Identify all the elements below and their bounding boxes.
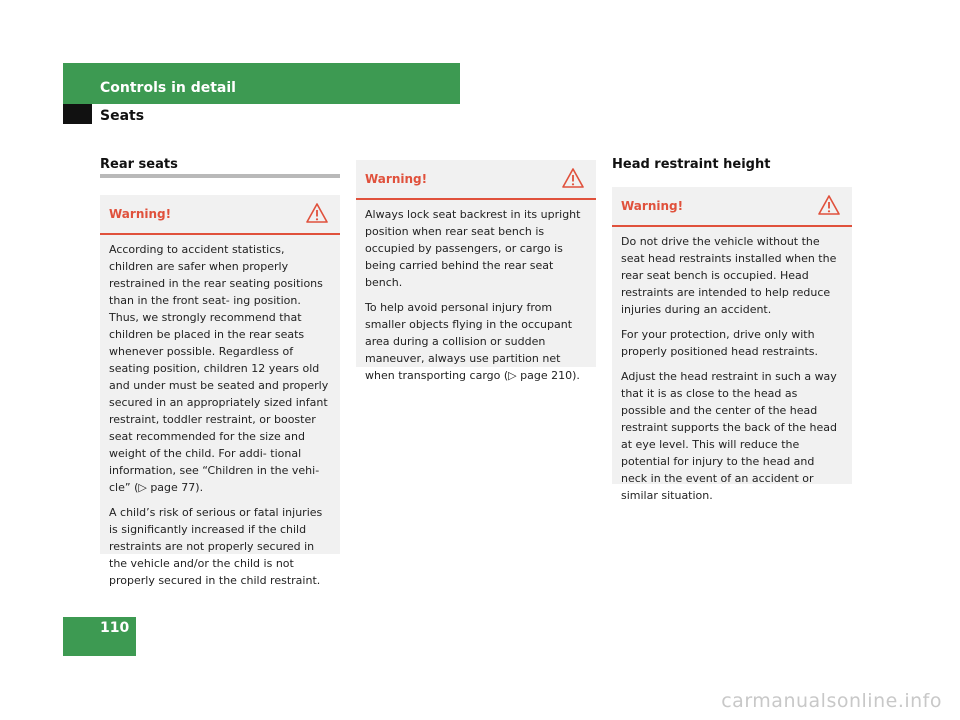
warning-paragraph: Adjust the head restraint in such a way that it is as close to the head as possible and the center of the head restraint supports the back of the head at eye level. This will reduce the potential for injury to the head and neck in the event of an accident or similar situation. [621, 370, 837, 502]
warning-paragraph: Always lock seat backrest in its upright position when rear seat bench is occupied by passengers, or cargo is being carried behind the rear seat bench. [365, 208, 581, 289]
warning-paragraph: According to accident statistics, children are safer when properly restrained in the rear seating positions than in the front seat- ing position. Thus, we strongly recommend that children be placed in the rear seats whenever possible. Regardless of seating position, children 12 years old and under must be seated and properly secured in an appropriately sized infant restraint, toddler restraint, or booster seat recommended for the size and weight of the child. For addi- tional information, see “Children in the vehi- cle” (▷ page 77). [109, 243, 329, 494]
warning-label: Warning! [365, 172, 428, 186]
warning-box-seat-backrest [356, 160, 596, 382]
warning-box-rear-seats [100, 195, 340, 587]
warning-triangle-icon [306, 203, 328, 223]
head-restraint-height-heading: Head restraint height [612, 157, 771, 172]
warning-header [356, 160, 596, 200]
section-title: Seats [100, 108, 145, 124]
warning-paragraph: To help avoid personal injury from smaller objects flying in the occupant area during a collision or sudden maneuver, always use partition net when transporting cargo (▷ page 210). [365, 301, 580, 382]
watermark: carmanualsonline.info [721, 690, 942, 712]
rear-seats-heading: Rear seats [100, 157, 178, 172]
warning-triangle-icon [818, 195, 840, 215]
warning-triangle-icon [562, 168, 584, 188]
warning-paragraph: A child’s risk of serious or fatal injuries is significantly increased if the child restraints are not properly secured in the vehicle and/or the child is not properly secured in the child restraint. [109, 506, 323, 587]
chapter-title: Controls in detail [100, 80, 236, 96]
warning-paragraph: For your protection, drive only with properly positioned head restraints. [621, 328, 819, 358]
warning-body [612, 227, 852, 512]
page-number: 110 [100, 620, 130, 636]
warning-label: Warning! [621, 199, 684, 213]
warning-body [100, 235, 340, 597]
warning-body [356, 200, 596, 392]
heading-rule [100, 174, 340, 178]
warning-label: Warning! [109, 207, 172, 221]
warning-box-head-restraint [612, 187, 852, 502]
warning-paragraph: Do not drive the vehicle without the seat head restraints installed when the rear seat bench is occupied. Head restraints are intended to help reduce injuries during an accident. [621, 235, 837, 316]
warning-header [612, 187, 852, 227]
section-marker [63, 104, 92, 124]
warning-header [100, 195, 340, 235]
